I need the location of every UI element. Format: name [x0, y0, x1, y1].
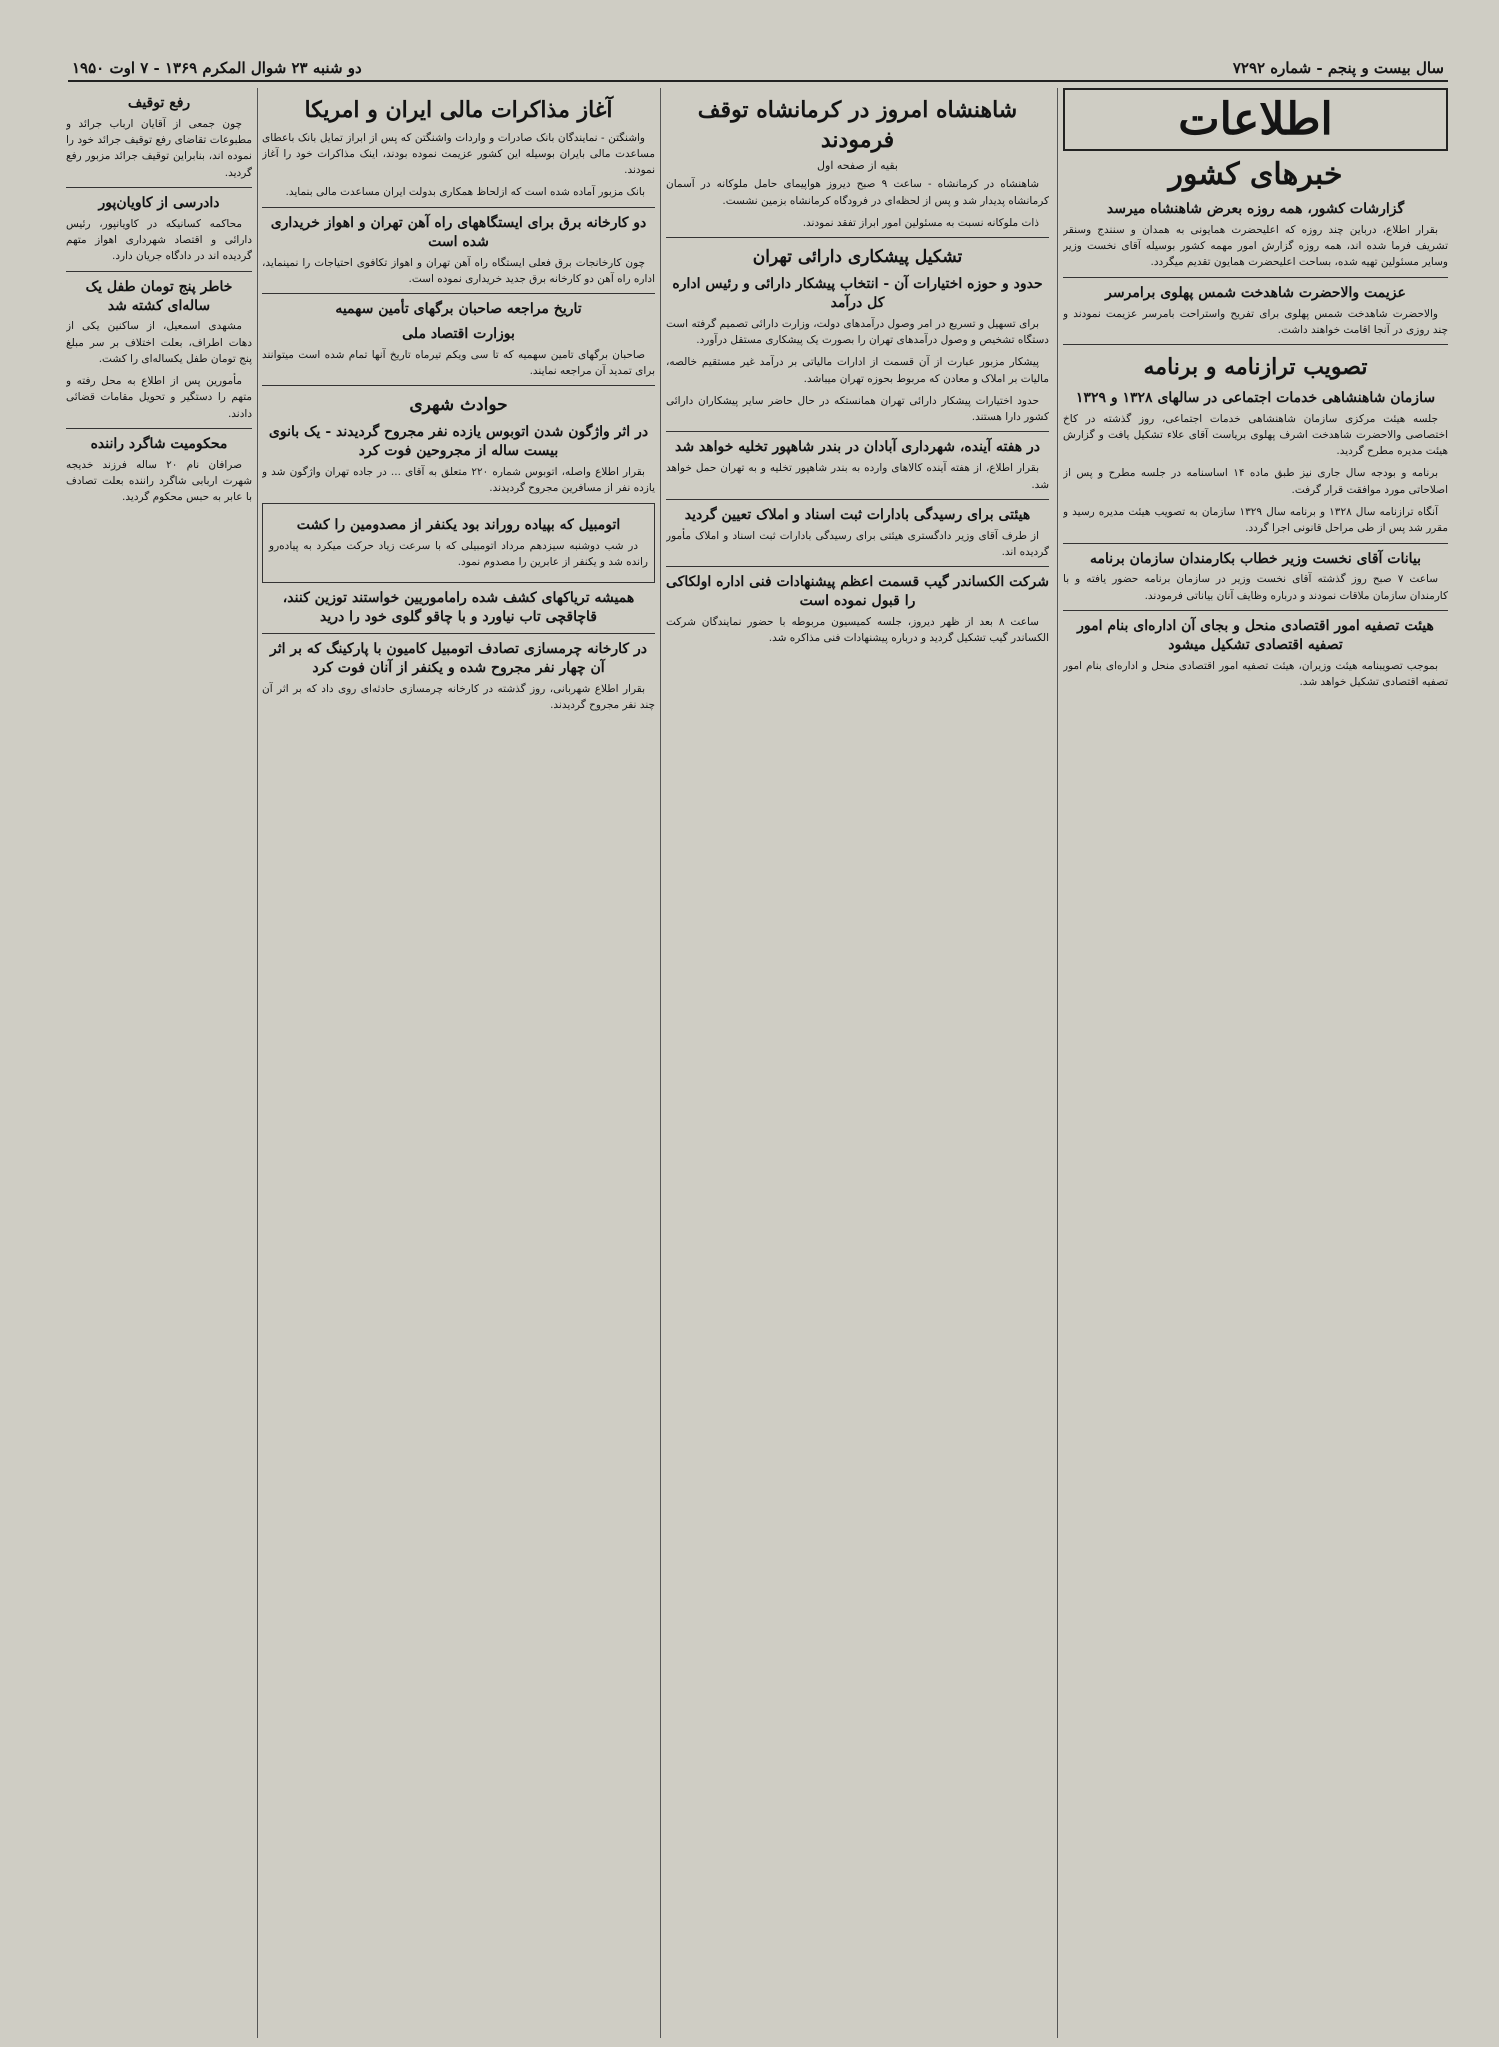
article-text: بموجب تصویبنامه هیئت وزیران، هیئت تصفیه امور اقتصادی منحل و اداره‌ای بنام امور تصفیه اقتصادی تشکیل خواهد شد.	[1063, 659, 1448, 689]
article-text: مأمورین پس از اطلاع به محل رفته و متهم را دستگیر و تحویل مقامات قضائی دادند.	[66, 375, 252, 420]
column-rule	[660, 88, 661, 2038]
headline: تاریخ مراجعه صاحبان برگهای تأمین سهمیه	[335, 301, 582, 318]
article-text: از طرف آقای وزیر دادگستری هیئتی برای رسیدگی بادارات ثبت اسناد و املاک مأمور گردیده اند.	[666, 529, 1049, 559]
date-line: دو شنبه ۲۳ شوال المکرم ۱۳۶۹ - ۷ اوت ۱۹۵۰	[72, 59, 362, 77]
article-text: بقرار اطلاع، از هفته آینده کالاهای وارده به بندر شاهپور تخلیه و به تهران حمل خواهد شد.	[666, 462, 1049, 491]
column-3	[262, 88, 655, 2043]
headline: رفع توقیف	[127, 95, 191, 111]
article-text: در شب دوشنبه سیزدهم مرداد اتومبیلی که با سرعت زیاد حرکت میکرد به پیاده‌رو رانده شد و یکنفر از عابرین را مصدوم نمود.	[269, 539, 648, 568]
divider	[1063, 543, 1448, 544]
subheadline: حدود و حوزه اختیارات آن - انتخاب پیشکار دارائی و رئیس اداره کل درآمد	[672, 276, 1043, 311]
headline: شرکت الکساندر گیب قسمت اعظم پیشنهادات فنی اداره اولکاکی را قبول نموده است	[666, 574, 1049, 610]
divider	[66, 187, 252, 188]
headline: هیئتی برای رسیدگی بادارات ثبت اسناد و املاک تعیین گردید	[684, 506, 1031, 523]
article-text: بقرار اطلاع شهربانی، روز گذشته در کارخانه چرمسازی حادثه‌ای روی داد که بر اثر آن چند نفر مجروح گردیدند.	[262, 682, 655, 711]
masthead: اطلاعات	[1063, 88, 1448, 151]
article-text: والاحضرت شاهدخت شمس پهلوی برای تفریح واستراحت بامرسر عزیمت نمودند و چند روزی در آنجا اقامت خواهند داشت.	[1063, 307, 1448, 336]
article-text: محاکمه کسانیکه در کاویانپور، رئیس دارائی و اقتصاد شهرداری اهواز متهم گردیده اند در دادگاه جریان دارد.	[66, 217, 252, 263]
boxed-article	[262, 503, 655, 583]
divider	[666, 499, 1049, 500]
article-text: چون جمعی از آقایان ارباب جرائد و مطبوعات تقاضای رفع توقیف جرائد خود را نموده اند، بنابراین توقیف جرائد مزبور رفع گردید.	[66, 117, 252, 179]
headline: در اثر واژگون شدن اتوبوس یازده نفر مجروح گردیدند - یک بانوی بیست ساله از مجروحین فوت کرد	[268, 424, 649, 460]
article-text: واشنگتن - نمایندگان بانک صادرات و واردات واشنگتن که پس از ابراز تمایل بانک باعطای مساعدت مالی بایران بوسیله این کشور عزیمت نموده بودند، اینک مذاکرات خود را آغاز نمودند.	[262, 131, 655, 177]
article-text: پیشکار مزبور عبارت از آن قسمت از ادارات مالیاتی بر درآمد غیر مستقیم خالصه، مالیات بر املاک و معادن که مربوط بحوزه تهران میباشد.	[666, 356, 1049, 385]
article-text: ساعت ۷ صبح روز گذشته آقای نخست وزیر در سازمان برنامه حضور یافته و با کارمندان سازمان ملاقات نمودند و درباره وظایف آنان بیاناتی فرمودند.	[1063, 573, 1448, 602]
headline: خاطر پنج تومان طفل یک ساله‌ای کشته شد	[85, 278, 233, 314]
divider	[1063, 610, 1448, 611]
headline: اتومبیل که بپیاده روراند بود یکنفر از مصدومین را کشت	[296, 516, 621, 533]
article-text: بانک مزبور آماده شده است که ازلحاظ همکاری بدولت ایران مساعدت مالی بنماید.	[285, 186, 645, 199]
article-text: آنگاه ترازنامه سال ۱۳۲۸ و برنامه سال ۱۳۲۹ سازمان به تصویب هیئت مدیره رسید و مقرر شد پس از طی مراحل قانونی اجرا گردد.	[1063, 506, 1448, 535]
headline: شاهنشاه امروز در کرمانشاه توقف فرمودند	[697, 97, 1018, 153]
article-text: برنامه و بودجه سال جاری نیز طبق ماده ۱۴ اساسنامه در جلسه مطرح و پس از اصلاحاتی مورد موافقت قرار گرفت.	[1063, 467, 1448, 496]
column-4	[66, 88, 252, 2043]
divider	[262, 633, 655, 634]
article-text: جلسه هیئت مرکزی سازمان شاهنشاهی خدمات اجتماعی، روز گذشته در کاخ اختصاصی والاحضرت شاهدخت اشرف پهلوی بریاست آقای علاء تشکیل یافت و گزارش هیئت مدیره مطرح گردید.	[1063, 412, 1448, 458]
article-text: برای تسهیل و تسریع در امر وصول درآمدهای دولت، وزارت دارائی تصمیم گرفته است دستگاه تشخیص و وصول درآمدهای تهران را بصورت یک پیشکاری مستقل درآورد.	[666, 317, 1049, 347]
divider	[262, 385, 655, 386]
divider	[262, 293, 655, 294]
column-rule	[257, 88, 258, 2038]
divider	[66, 271, 252, 272]
subheadline: بوزارت اقتصاد ملی	[402, 325, 515, 342]
headline: در هفته آینده، شهرداری آبادان در بندر شاهپور تخلیه خواهد شد	[674, 439, 1041, 456]
headline: تشکیل پیشکاری دارائی تهران	[752, 247, 963, 268]
article-text: مشهدی اسمعیل، از ساکنین یکی از دهات اطراف، بعلت اختلاف بر سر مبلغ پنج تومان طفل یکساله‌ای را کشت.	[66, 320, 252, 365]
headline: بیانات آقای نخست وزیر خطاب بکارمندان سازمان برنامه	[1089, 550, 1422, 567]
continued-note: بقیه از صفحه اول	[817, 159, 898, 173]
divider	[666, 431, 1049, 432]
divider	[262, 207, 655, 208]
article-text: صاحبان برگهای تامین سهمیه که تا سی ویکم تیرماه تاریخ آنها تمام شده است میتوانند برای تمدید آن مراجعه نمایند.	[262, 348, 655, 378]
headline: گزارشات کشور، همه روزه بعرض شاهنشاه میرسد	[1106, 201, 1405, 217]
article-text: ساعت ۸ بعد از ظهر دیروز، جلسه کمیسیون مربوطه با حضور نمایندگان شرکت الکساندر گیب تشکیل گردید و درباره پیشنهادات فنی مذاکره شد.	[666, 616, 1049, 645]
headline: عزیمت والاحضرت شاهدخت شمس پهلوی برامرسر	[1105, 284, 1406, 301]
headline: هیئت تصفیه امور اقتصادی منحل و بجای آن اداره‌ای بنام امور تصفیه اقتصادی تشکیل میشود	[1077, 617, 1434, 653]
section-title: خبرهای کشور	[1168, 157, 1343, 192]
headline: محکومیت شاگرد راننده	[90, 436, 228, 453]
article-text: شاهنشاه در کرمانشاه - ساعت ۹ صبح دیروز هواپیمای حامل ملوکانه در آسمان کرمانشاه پدیدار شد و پس از لحظه‌ای در فرودگاه کرمانشاه بزمین نشست.	[666, 178, 1049, 207]
article-text: بقرار اطلاع، درباین چند روزه که اعلیحضرت همایونی به همدان و سنندج وسنقر تشریف فرما شده اند، همه روزه گزارش امور مهمه کشور بوسیله آقای نخست وزیر وسایر مسئولین تهیه شده، بساحت اعلیحضرت همایون تقدیم میگردد.	[1063, 223, 1448, 269]
headline: همیشه تریاکهای کشف شده راماموریین خواستند توزین کنند، قاچاقچی تاب نیاورد و با چاقو گلوی خود را درید	[282, 590, 635, 625]
headline: در کارخانه چرمسازی تصادف اتومبیل کامیون با پارکینگ که بر اثر آن چهار نفر مجروح شده و یکنفر از آنان فوت کرد	[270, 640, 647, 676]
article-text: صرافان نام ۲۰ ساله فرزند خدیجه شهرت اربابی شاگرد راننده بعلت تصادف با عابر به حبس محکوم گردید.	[66, 458, 252, 504]
divider	[1063, 344, 1448, 345]
divider	[666, 237, 1049, 238]
column-1	[1063, 88, 1448, 2043]
section-heading: حوادث شهری	[409, 395, 508, 416]
headline: آغاز مذاکرات مالی ایران و امریکا	[304, 97, 613, 123]
column-rule	[1057, 88, 1058, 2038]
article-text: بقرار اطلاع واصله، اتوبوس شماره ۲۲۰ متعلق به آقای ... در جاده تهران واژگون شد و یازده نفر از مسافرین مجروح گردیدند.	[262, 466, 655, 495]
headline: دو کارخانه برق برای ایستگاههای راه آهن تهران و اهواز خریداری شده است	[270, 214, 647, 250]
divider	[66, 428, 252, 429]
column-2	[666, 88, 1049, 2043]
headline: دادرسی از کاویان‌پور	[98, 194, 220, 211]
divider	[1063, 277, 1448, 278]
divider	[666, 566, 1049, 567]
article-text: ذات ملوکانه نسبت به مسئولین امور ابراز تفقد نمودند.	[802, 216, 1039, 229]
header-bar	[68, 52, 1448, 82]
subheadline: سازمان شاهنشاهی خدمات اجتماعی در سالهای ۱۳۲۸ و ۱۳۲۹	[1075, 389, 1436, 406]
article-text: حدود اختیارات پیشکار دارائی تهران همانستکه در حال حاضر سایر پیشکاران دارائی کشور دارا هستند.	[666, 394, 1049, 424]
issue-line: سال بیست و پنجم - شماره ۷۲۹۲	[1232, 59, 1444, 77]
article-text: چون کارخانجات برق فعلی ایستگاه راه آهن تهران و اهواز تکافوی احتیاجات را نمینماید، اداره راه آهن دو کارخانه برق جدید خریداری نموده است.	[262, 256, 655, 285]
headline: تصویب ترازنامه و برنامه	[1143, 354, 1368, 381]
